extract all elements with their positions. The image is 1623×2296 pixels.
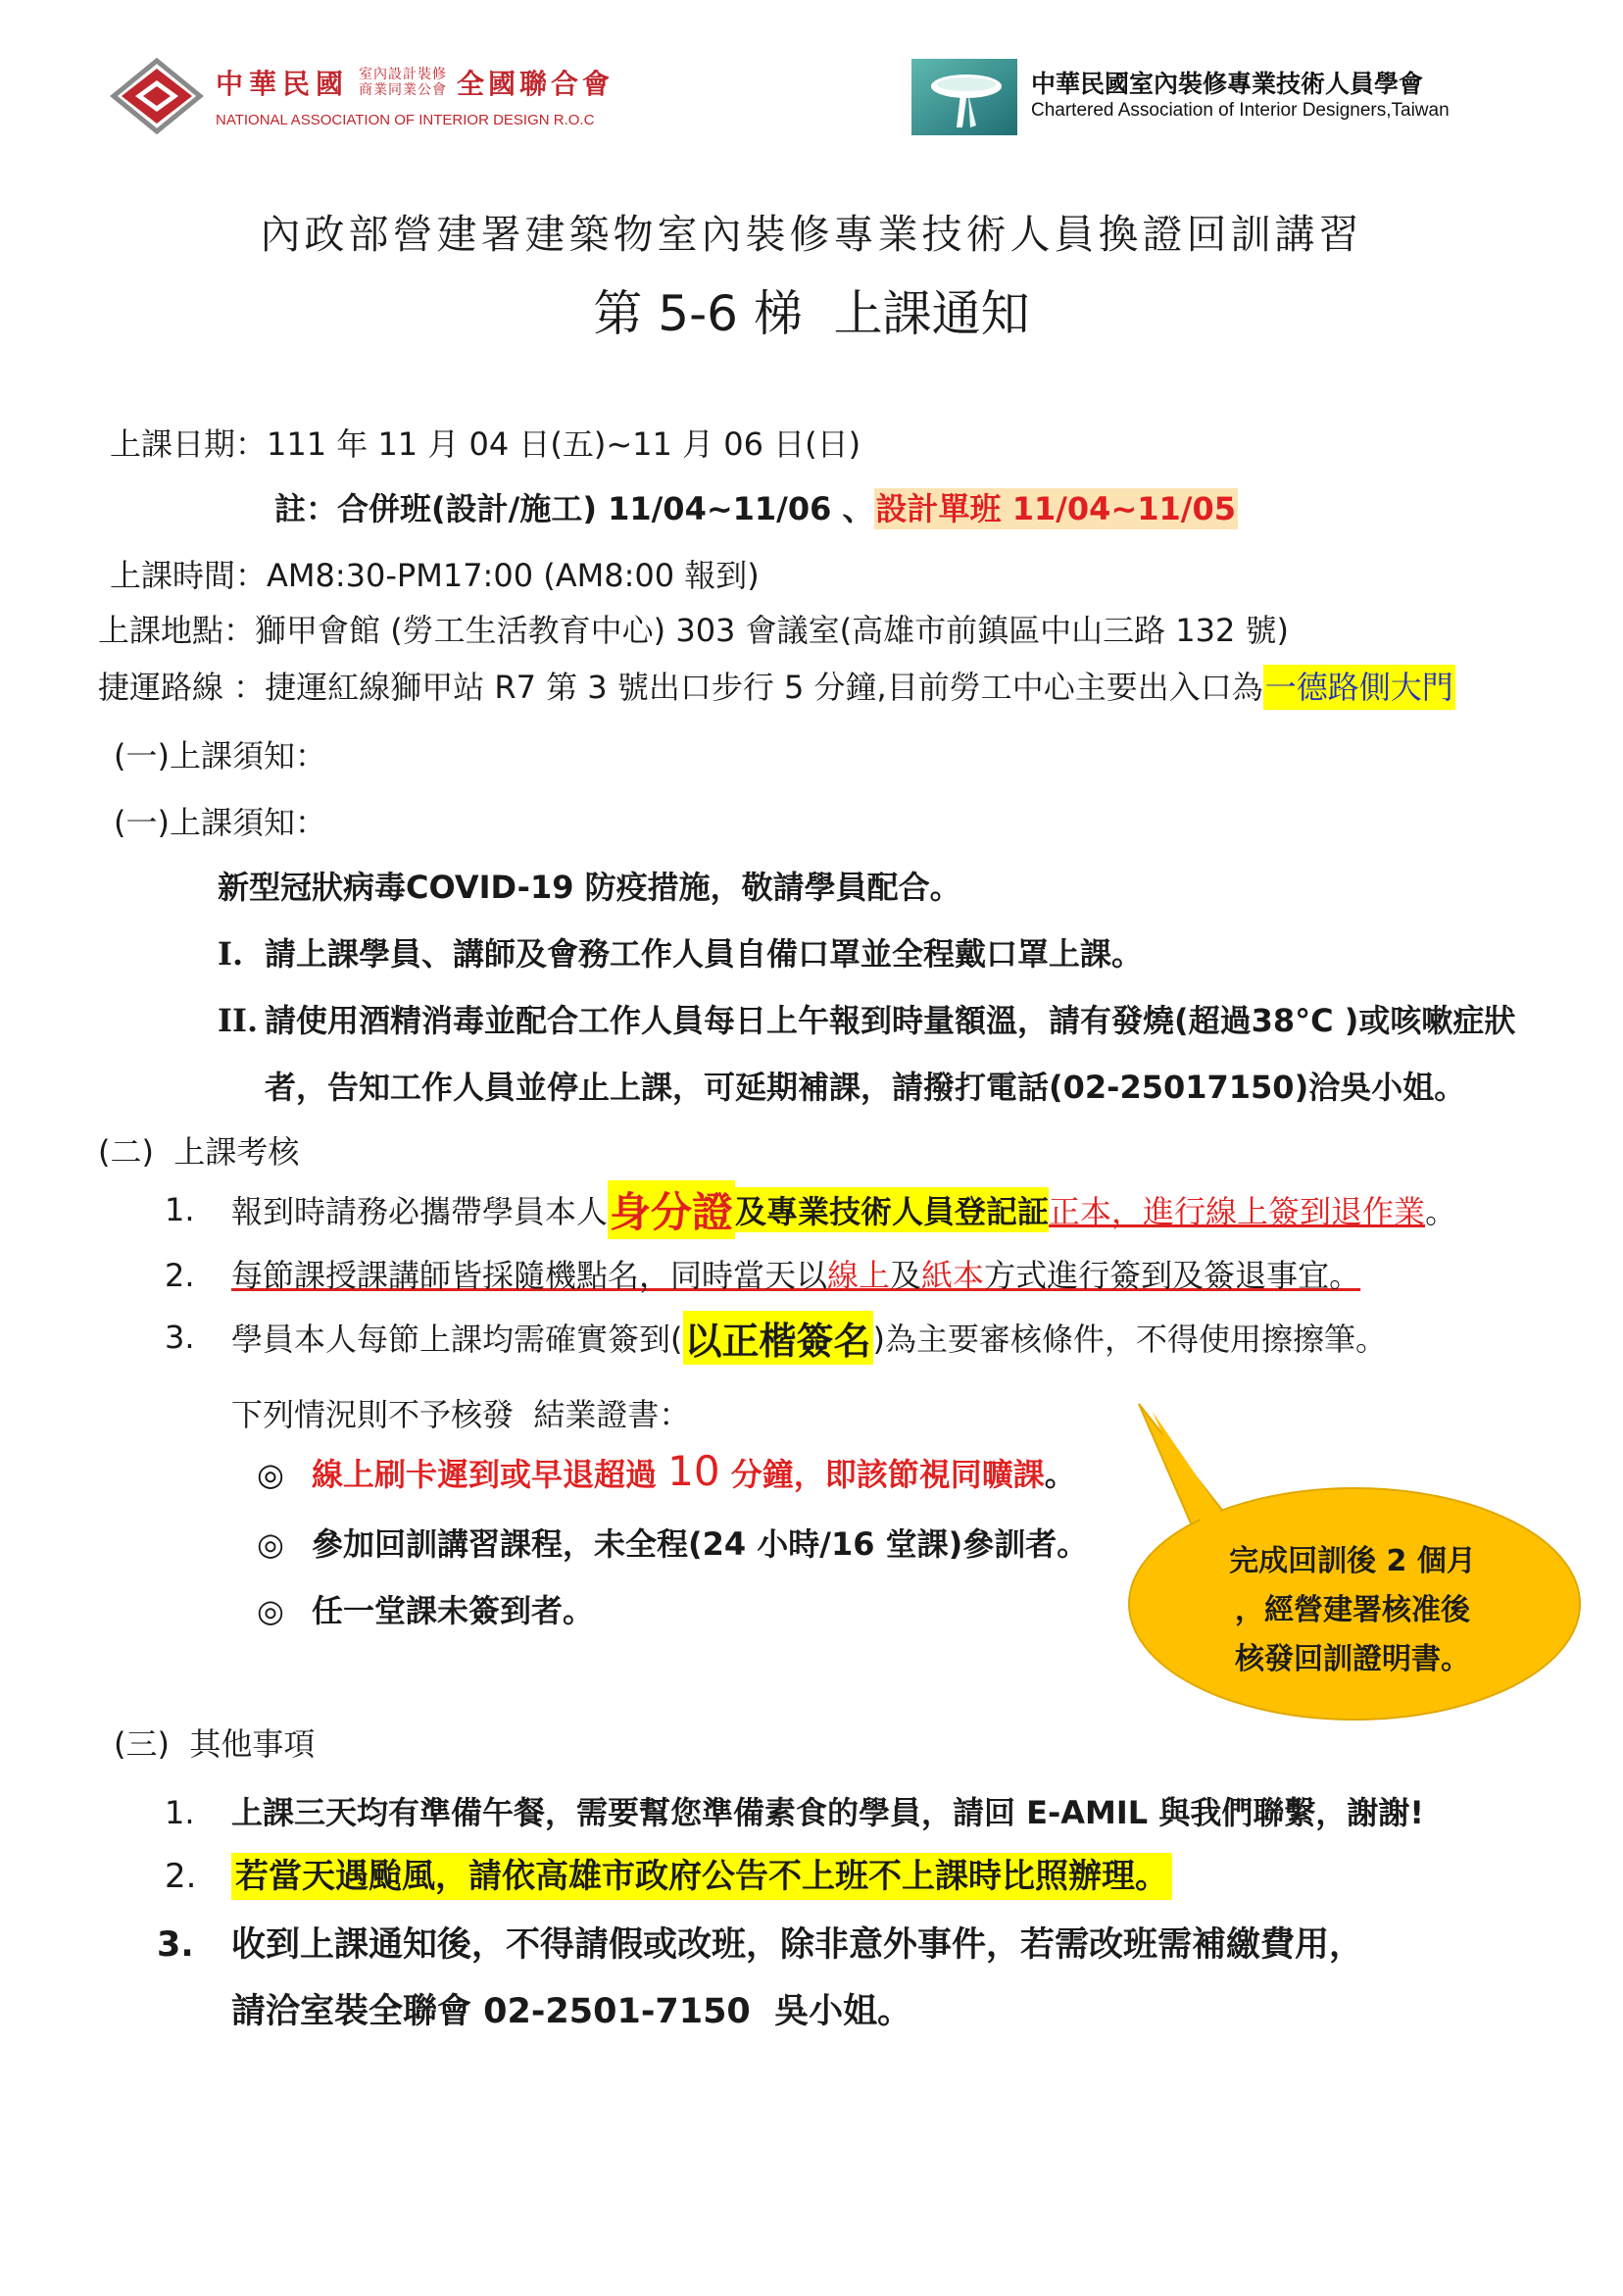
course-date-label: 上課日期： (110, 425, 268, 463)
assess-item-2-mid: 及 (890, 1257, 922, 1294)
assess-item-2-num: 2. (165, 1257, 195, 1294)
assess-item-3-num: 3. (165, 1319, 195, 1356)
speech-bubble-text (1147, 1537, 1558, 1684)
assess-item-1-end: 。 (1425, 1193, 1457, 1230)
other-item-1-text: 上課三天均有準備午餐，需要幫您準備素食的學員，請回 E-AMIL 與我們聯繫，謝謝! (231, 1794, 1424, 1831)
other-item-3-text: 收到上課通知後，不得請假或改班，除非意外事件，若需改班需補繳費用， (231, 1925, 1364, 1965)
exclusion-item-1 (257, 1447, 1076, 1495)
left-logo (110, 57, 717, 135)
covid-intro: 新型冠狀病毒COVID-19 防疫措施，敬請學員配合。 (218, 869, 961, 906)
section1-heading-b: (一)上課須知： (114, 804, 326, 841)
bubble-line-2: ，經營建署核准後 (1235, 1593, 1470, 1627)
left-logo-english: NATIONAL ASSOCIATION OF INTERIOR DESIGN R.O.C (216, 112, 595, 128)
id-card-highlight: 身分證 (608, 1180, 735, 1239)
entrance-highlight: 一德路側大門 (1263, 665, 1455, 710)
other-item-2 (165, 1849, 1172, 1897)
course-time-row (110, 551, 760, 596)
license-text: 及專業技術人員登記証 (735, 1187, 1049, 1232)
exclusion-intro: 下列情況則不予核發 結業證書： (231, 1396, 691, 1433)
paper-text: 紙本 (921, 1257, 985, 1294)
course-note-text: 註：合併班(設計/施工) 11/04~11/06 、 (274, 490, 874, 527)
section3-heading: (三) 其他事項 (114, 1725, 316, 1763)
exclusion-item-3-text: 任一堂課未簽到者。 (312, 1592, 595, 1629)
course-date-row (110, 420, 861, 465)
exclusion-item-2 (257, 1520, 1088, 1565)
section1-heading-a: (一)上課須知： (114, 737, 326, 774)
section2-heading: (二) 上課考核 (98, 1133, 300, 1171)
other-item-3-num: 3. (157, 1925, 194, 1965)
other-item-1 (165, 1788, 1424, 1833)
bullet-icon: ◎ (257, 1456, 284, 1493)
left-logo-name-1: 中華民國 (216, 68, 350, 100)
right-logo-chinese: 中華民國室內裝修專業技術人員學會 (1031, 70, 1424, 98)
diamond-logo-icon (110, 57, 204, 135)
course-time-label: 上課時間： (110, 557, 268, 594)
right-logo-english: Chartered Association of Interior Designers,Taiwan (1031, 100, 1450, 121)
other-item-2-num: 2. (165, 1857, 197, 1896)
mrt-route-row (98, 663, 1455, 708)
exclusion-item-1-b: 分鐘，即該節視同曠課 (719, 1456, 1045, 1493)
course-place-value: 獅甲會館 (勞工生活教育中心) 303 會議室(高雄市前鎮區中山三路 132 號) (255, 612, 1289, 649)
assess-item-1-pre: 報到時請務必攜帶學員本人 (231, 1193, 609, 1230)
assess-item-2-pre: 每節課授課講師皆採隨機點名，同時當天以 (231, 1257, 828, 1294)
online-text: 線上 (827, 1257, 891, 1294)
rule-item-1-text: 請上課學員、講師及會務工作人員自備口罩並全程戴口罩上課。 (265, 935, 1144, 973)
other-item-3-cont: 請洽室裝全聯會 02-2501-7150 吳小姐。 (231, 1992, 912, 2031)
bullet-icon: ◎ (257, 1592, 284, 1629)
assess-item-3-pre: 學員本人每節上課均需確實簽到( (231, 1321, 683, 1358)
signature-highlight: 以正楷簽名 (683, 1311, 873, 1365)
assess-item-2 (165, 1251, 1360, 1296)
rule-item-2 (218, 996, 1515, 1041)
mrt-route-label: 捷運路線 ： (98, 669, 266, 706)
left-logo-name-small-top: 室內設計裝修 (359, 67, 448, 82)
exclusion-item-1-a: 線上刷卡遲到或早退超過 (312, 1456, 668, 1493)
bubble-line-1: 完成回訓後 2 個月 (1229, 1544, 1476, 1578)
exclusion-item-3 (257, 1586, 594, 1631)
rule-item-2-cont: 者，告知工作人員並停止上課，可延期補課，請撥打電話(02-25017150)洽吳小姐。 (265, 1069, 1466, 1106)
left-logo-name-2: 全國聯合會 (457, 68, 615, 100)
rule-item-1-num: I. (218, 935, 244, 973)
signin-requirement: 正本，進行線上簽到退作業 (1049, 1193, 1426, 1230)
assess-item-1-num: 1. (165, 1191, 195, 1228)
left-logo-name-small-bottom: 商業同業公會 (359, 82, 448, 98)
rule-item-2-num: II. (218, 1002, 259, 1039)
course-time-value: AM8:30-PM17:00 (AM8:00 報到) (267, 557, 760, 594)
design-class-highlight: 設計單班 11/04~11/05 (875, 490, 1237, 527)
other-item-1-num: 1. (165, 1794, 195, 1831)
course-note-row (274, 484, 1238, 529)
assess-item-3 (165, 1310, 1387, 1365)
assess-item-1 (165, 1182, 1456, 1237)
other-item-3 (157, 1918, 1363, 1967)
bubble-line-3: 核發回訓證明書。 (1235, 1642, 1470, 1676)
exclusion-item-2-text: 參加回訓講習課程，未全程(24 小時/16 堂課)參訓者。 (312, 1525, 1089, 1563)
assess-item-3-end: )為主要審核條件，不得使用擦擦筆。 (872, 1321, 1388, 1358)
rule-item-2-text: 請使用酒精消毒並配合工作人員每日上午報到時量額溫，請有發燒(超過38°C )或咳嗽症狀 (265, 1002, 1516, 1039)
assess-item-2-end: 方式進行簽到及簽退事宜。 (984, 1257, 1361, 1294)
mrt-route-value: 捷運紅線獅甲站 R7 第 3 號出口步行 5 分鐘,目前勞工中心主要出入口為 (265, 669, 1263, 706)
page-title: 內政部營建署建築物室內裝修專業技術人員換證回訓講習 (260, 211, 1363, 258)
course-date-value: 111 年 11 月 04 日(五)~11 月 06 日(日) (267, 425, 861, 463)
typhoon-highlight: 若當天遇颱風，請依高雄市政府公告不上班不上課時比照辦理。 (231, 1853, 1172, 1900)
rule-item-1 (218, 929, 1143, 974)
page-subtitle: 第 5-6 梯 上課通知 (593, 285, 1030, 342)
association-badge-icon (911, 59, 1017, 135)
course-place-label: 上課地點： (98, 612, 256, 649)
right-logo (911, 57, 1519, 137)
bullet-icon: ◎ (257, 1525, 284, 1563)
exclusion-item-1-end: 。 (1044, 1456, 1076, 1493)
course-place-row (98, 606, 1289, 651)
exclusion-item-1-num: 10 (667, 1447, 720, 1495)
